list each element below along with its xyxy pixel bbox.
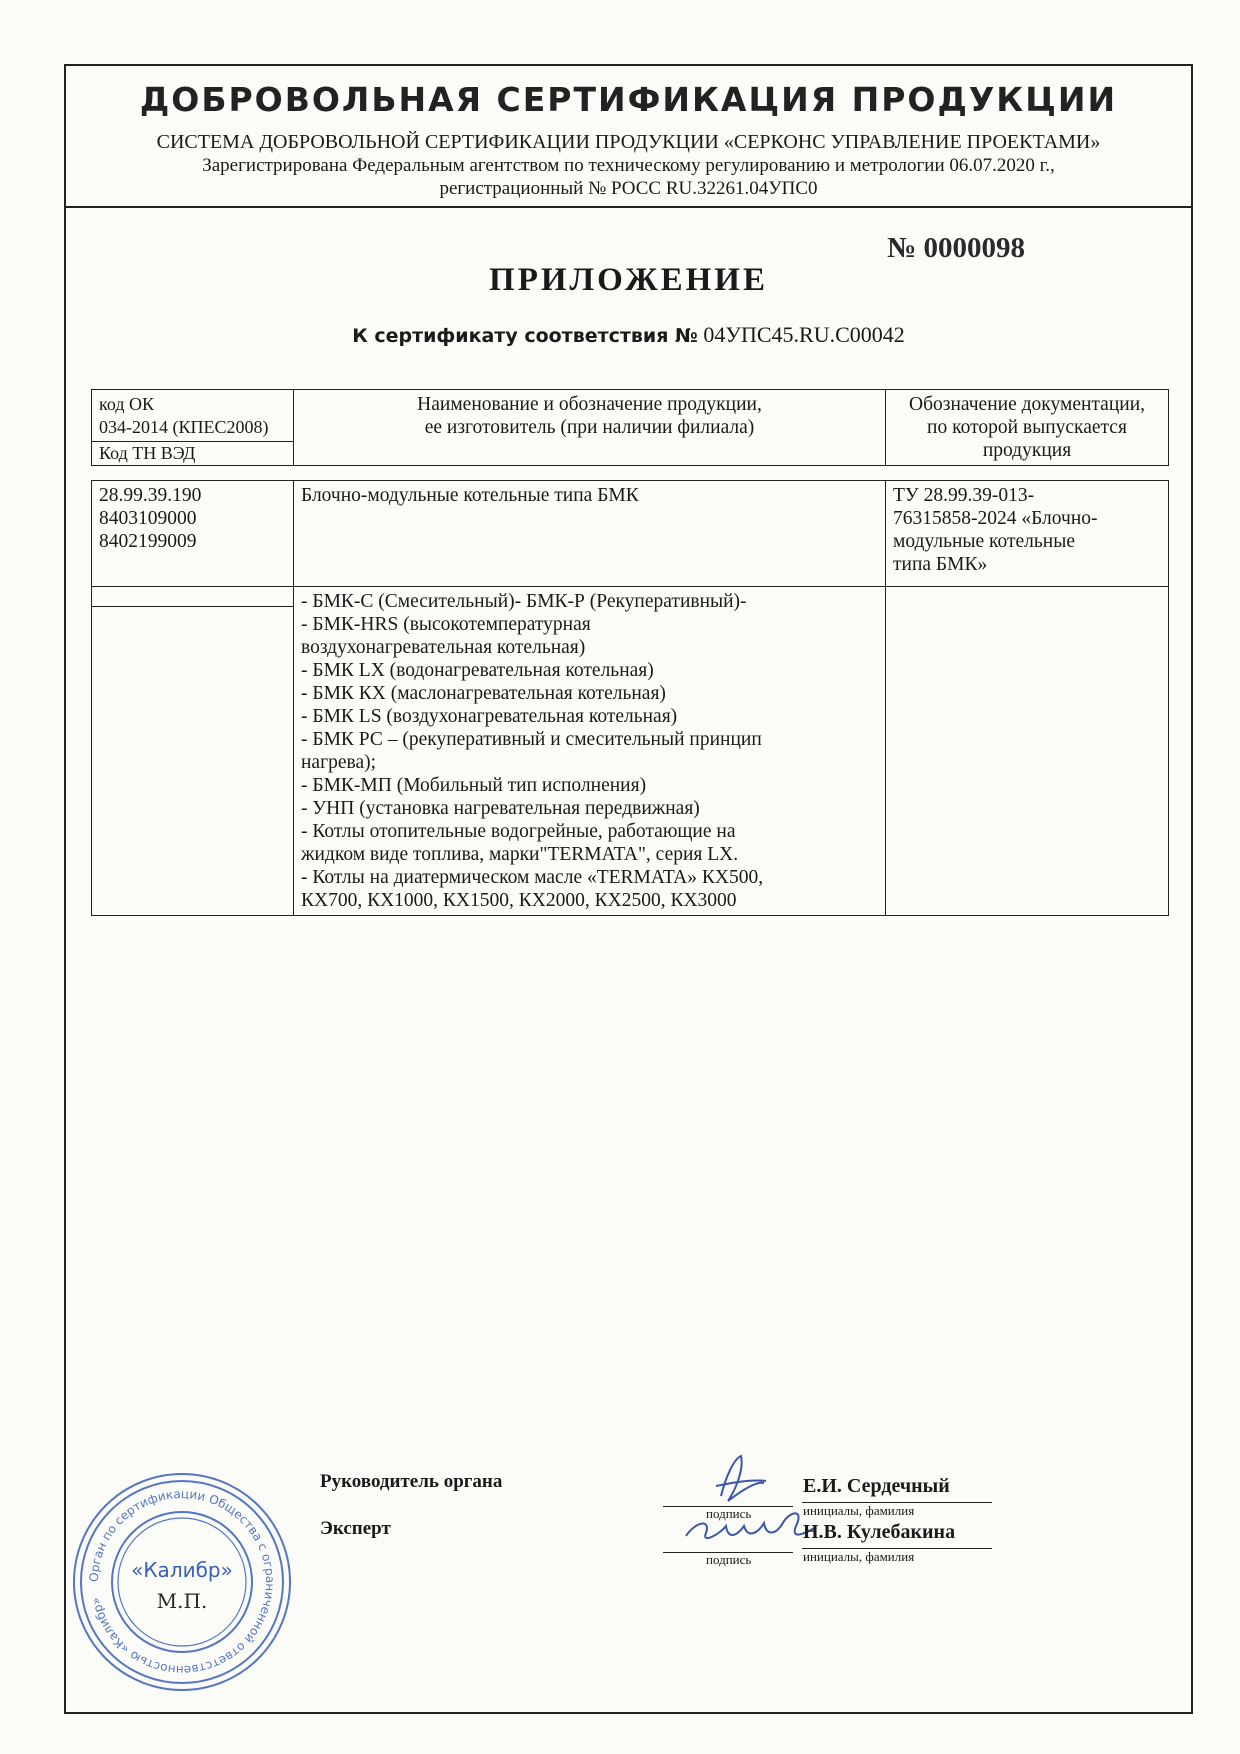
expert-label: Эксперт bbox=[320, 1518, 391, 1539]
organization-stamp bbox=[70, 1470, 294, 1694]
product-header-line-2: ее изготовитель (при наличии филиала) bbox=[424, 417, 755, 438]
expert-name: Н.В. Кулебакина bbox=[803, 1521, 956, 1543]
list-item: - БМК КХ (маслонагревательная котельная) bbox=[301, 683, 666, 704]
header-doc-cell bbox=[886, 390, 1169, 466]
stamp-mp-label: М.П. bbox=[156, 1589, 208, 1613]
stamp-center-label: «Калибр» bbox=[131, 1558, 233, 1582]
models-cell bbox=[294, 587, 886, 916]
header-title: ДОБРОВОЛЬНАЯ СЕРТИФИКАЦИЯ ПРОДУКЦИИ bbox=[139, 80, 1118, 119]
page-title: ПРИЛОЖЕНИЕ bbox=[489, 262, 768, 298]
empty-doc-cell bbox=[886, 587, 1169, 916]
list-item: - БМК-МП (Мобильный тип исполнения) bbox=[301, 775, 647, 796]
doc-line-4: типа БМК» bbox=[893, 554, 988, 575]
list-item: жидком виде топлива, марки"TERMATA", серия LX. bbox=[301, 844, 739, 865]
name-caption-head: инициалы, фамилия bbox=[803, 1503, 915, 1518]
name-caption-expert: инициалы, фамилия bbox=[803, 1549, 915, 1564]
product-header-line-1: Наименование и обозначение продукции, bbox=[417, 394, 762, 415]
list-item: - БМК LX (водонагревательная котельная) bbox=[301, 660, 654, 681]
list-item: - БМК LS (воздухонагревательная котельная) bbox=[301, 706, 678, 727]
doc-line-3: модульные котельные bbox=[893, 531, 1076, 552]
doc-header-line-1: Обозначение документации, bbox=[908, 394, 1146, 415]
sign-caption-head: подпись bbox=[706, 1506, 752, 1521]
empty-code-cell bbox=[92, 587, 294, 916]
doc-line-2: 76315858-2024 «Блочно- bbox=[893, 508, 1098, 529]
certificate-number: 04УПС45.RU.С00042 bbox=[703, 322, 905, 347]
list-item: нагрева); bbox=[301, 752, 377, 773]
code-tnved-1: 8403109000 bbox=[99, 508, 197, 529]
sign-caption-expert: подпись bbox=[706, 1552, 752, 1567]
certificate-label: К сертификату соответствия № bbox=[352, 325, 698, 347]
doc-header-line-2: по которой выпускается bbox=[927, 417, 1127, 438]
list-item: - Котлы отопительные водогрейные, работающие на bbox=[301, 821, 736, 842]
stamp-ring-text: Орган по сертификации Общества с ограниченной ответственностью «Калибр» bbox=[86, 1486, 278, 1678]
code-line-1: код ОК bbox=[99, 394, 154, 414]
list-item: - БМК-HRS (высокотемпературная bbox=[301, 614, 591, 635]
list-item: - Котлы на диатермическом масле «TERMATA» КХ500, bbox=[301, 867, 764, 888]
code-tnved-2: 8402199009 bbox=[99, 531, 197, 552]
certificate-frame bbox=[64, 64, 1193, 1714]
list-item: - УНП (установка нагревательная передвижная) bbox=[301, 798, 700, 819]
product-name: Блочно-модульные котельные типа БМК bbox=[301, 485, 639, 506]
code-line-3: Код ТН ВЭД bbox=[92, 441, 293, 465]
list-item: - БМК РС – (рекуперативный и смесительный принцип bbox=[301, 729, 762, 750]
stamp-seal-icon bbox=[70, 1470, 294, 1694]
registration-line-2: регистрационный № РОСС RU.32261.04УПС0 bbox=[439, 178, 818, 199]
product-cell bbox=[294, 481, 886, 587]
header-code-cell bbox=[92, 390, 294, 466]
head-name: Е.И. Сердечный bbox=[803, 1475, 950, 1497]
certificate-header bbox=[66, 66, 1191, 208]
head-label: Руководитель органа bbox=[320, 1471, 503, 1492]
list-item: воздухонагревательная котельная) bbox=[301, 637, 586, 658]
products-table bbox=[91, 480, 1169, 916]
code-okpd: 28.99.39.190 bbox=[99, 485, 202, 506]
doc-cell bbox=[886, 481, 1169, 587]
header-product-cell bbox=[294, 390, 886, 466]
registration-line-1: Зарегистрирована Федеральным агентством по техническому регулированию и метрологии 06.07.2020 г., bbox=[202, 155, 1055, 176]
codes-cell bbox=[92, 481, 294, 587]
doc-line-1: ТУ 28.99.39-013- bbox=[893, 485, 1035, 506]
certification-system: СИСТЕМА ДОБРОВОЛЬНОЙ СЕРТИФИКАЦИИ ПРОДУКЦИИ «СЕРКОНС УПРАВЛЕНИЕ ПРОЕКТАМИ» bbox=[156, 131, 1101, 153]
list-item: - БМК-С (Смесительный)- БМК-Р (Рекуперативный)- bbox=[301, 591, 747, 612]
document-number: № 0000098 bbox=[887, 232, 1025, 264]
table-header bbox=[91, 389, 1169, 466]
certificate-reference bbox=[66, 322, 1191, 348]
list-item: КХ700, КХ1000, КХ1500, КХ2000, КХ2500, КХ3000 bbox=[301, 890, 737, 911]
doc-header-line-3: продукция bbox=[982, 440, 1072, 461]
code-line-2: 034-2014 (КПЕС2008) bbox=[99, 417, 269, 437]
